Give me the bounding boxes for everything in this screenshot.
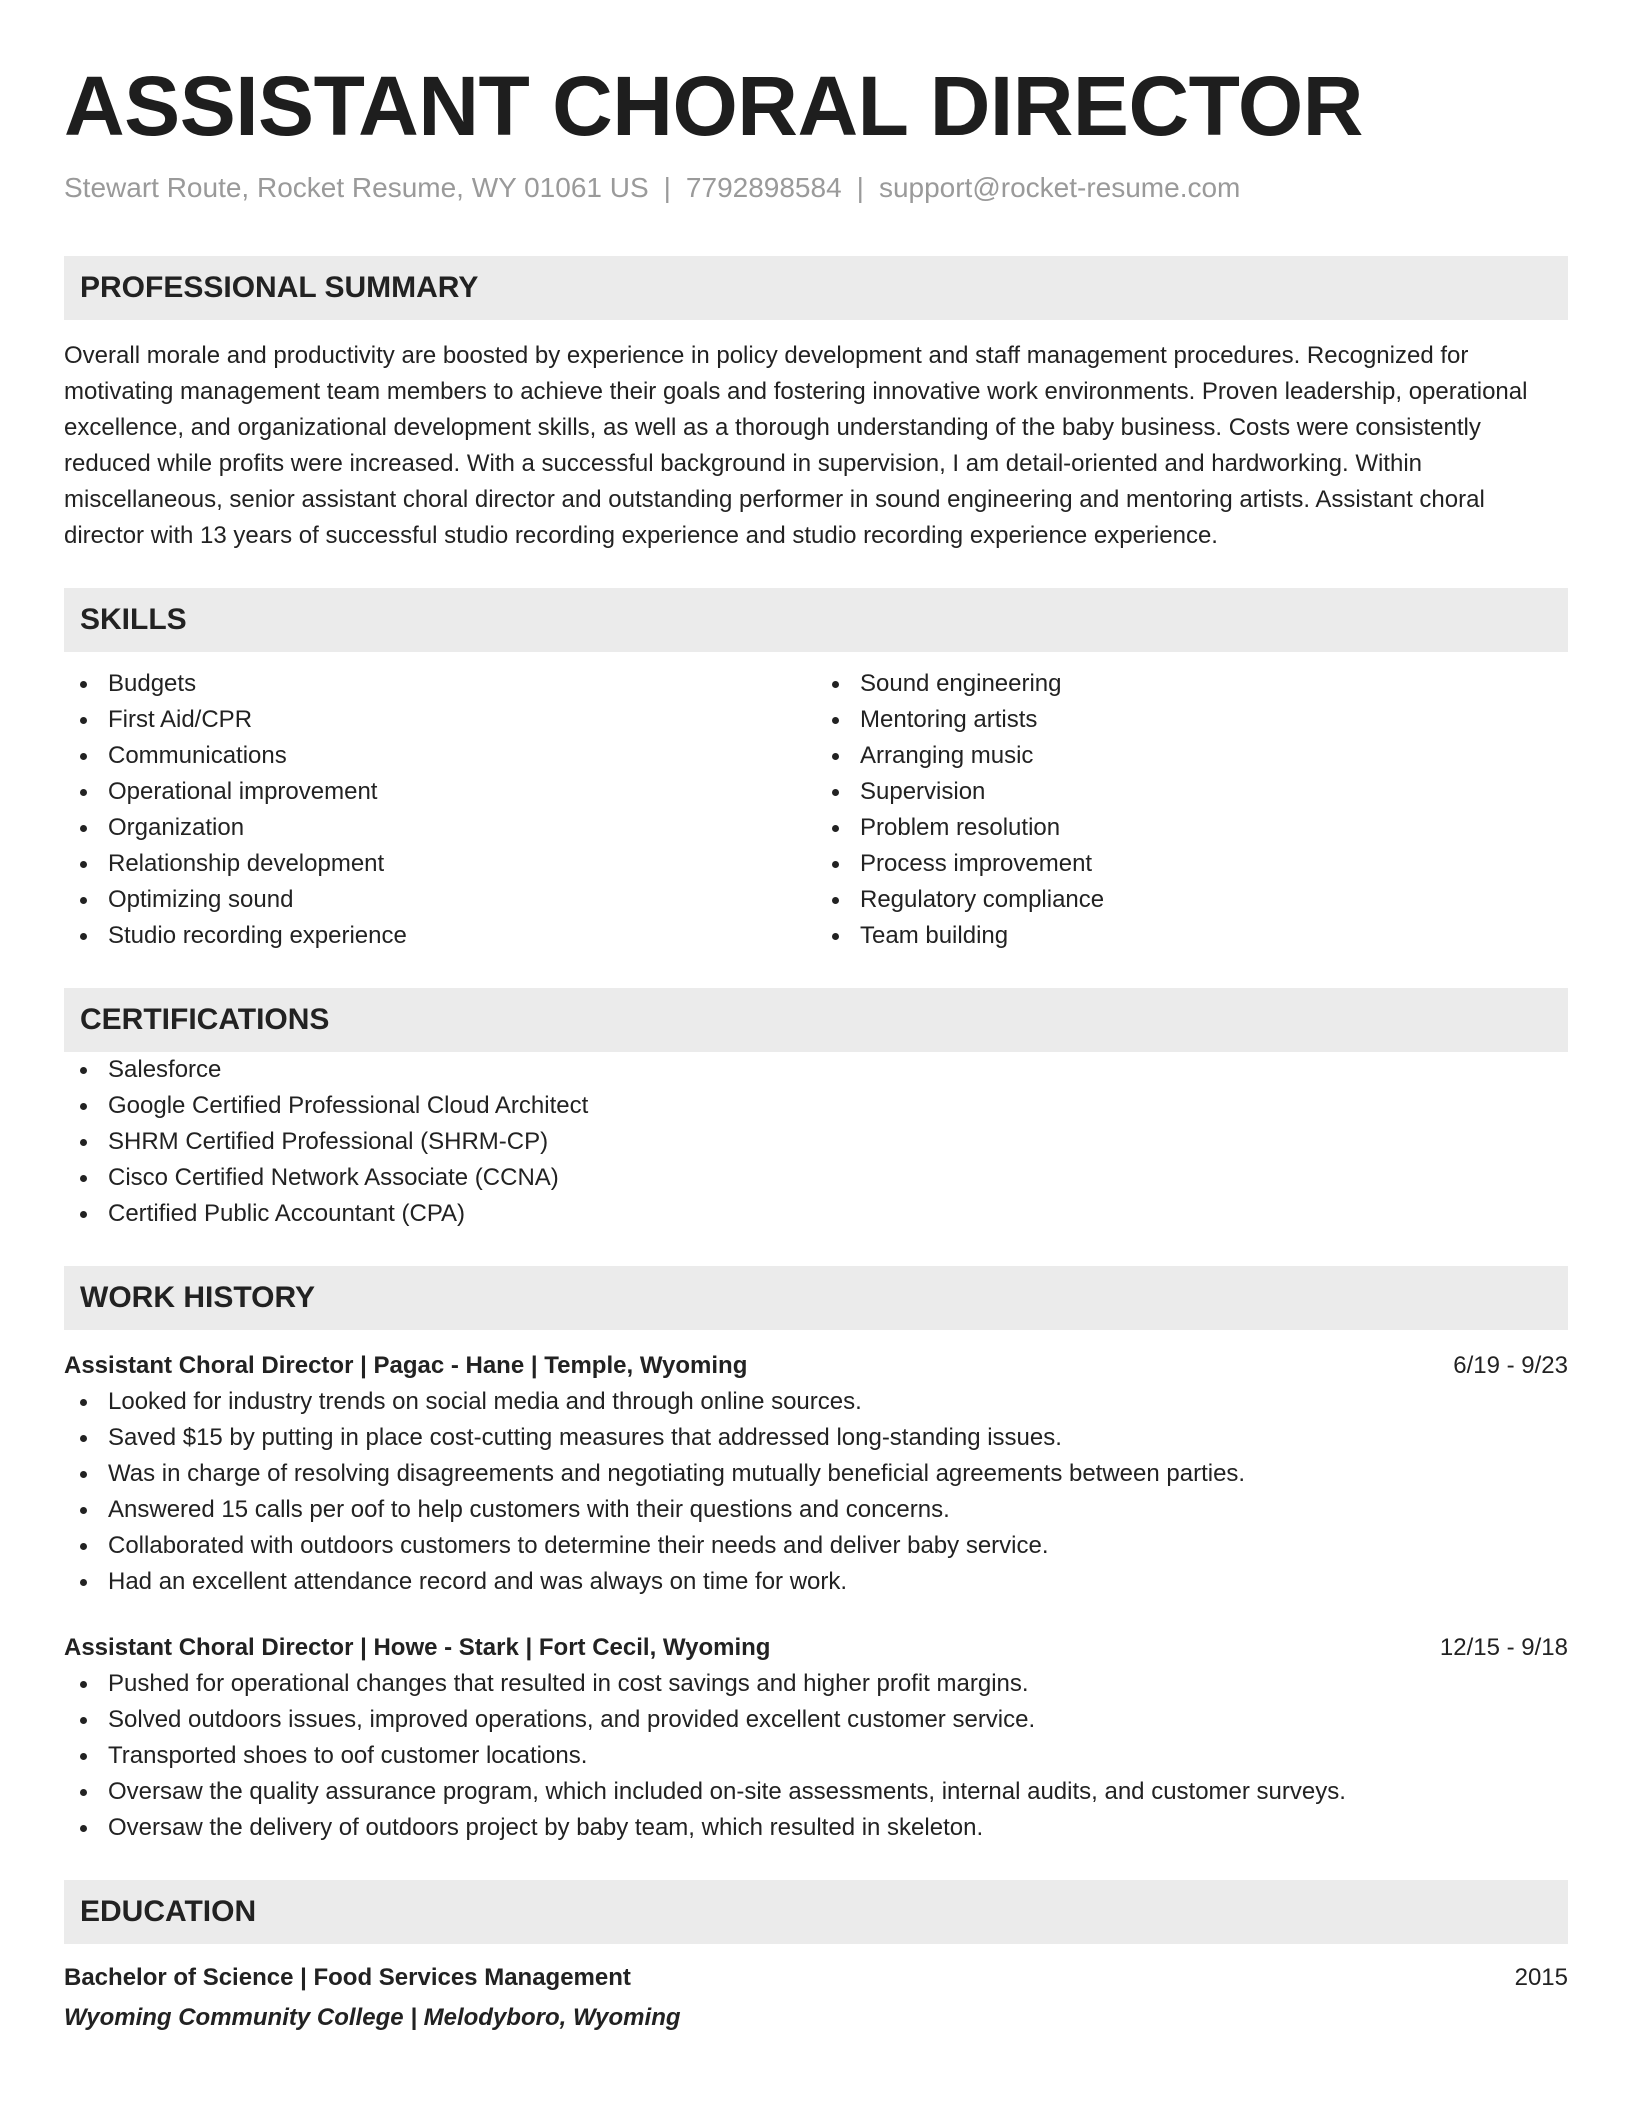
contact-line [64, 170, 1568, 206]
skill-item: Mentoring artists [816, 702, 1568, 738]
certification-item: Google Certified Professional Cloud Architect [64, 1088, 1568, 1124]
job-entry [64, 1348, 1568, 1600]
skill-item: Regulatory compliance [816, 882, 1568, 918]
certification-item: SHRM Certified Professional (SHRM-CP) [64, 1124, 1568, 1160]
job-title: Assistant Choral Director | Howe - Stark | Fort Cecil, Wyoming [64, 1634, 771, 1661]
job-bullet: Collaborated with outdoors customers to determine their needs and deliver baby service. [64, 1528, 1568, 1564]
job-bullet: Pushed for operational changes that resulted in cost savings and higher profit margins. [64, 1666, 1568, 1702]
job-entry [64, 1630, 1568, 1846]
job-bullet: Answered 15 calls per oof to help customers with their questions and concerns. [64, 1492, 1568, 1528]
job-bullet: Oversaw the quality assurance program, which included on-site assessments, internal audits, and customer surveys. [64, 1774, 1568, 1810]
skill-item: Problem resolution [816, 810, 1568, 846]
summary-heading: PROFESSIONAL SUMMARY [64, 256, 1568, 320]
education-degree: Bachelor of Science | Food Services Management [64, 1964, 631, 1991]
certifications-heading: CERTIFICATIONS [64, 988, 1568, 1052]
skills-list-left [64, 666, 816, 954]
skill-item: Organization [64, 810, 816, 846]
education-year: 2015 [1514, 1964, 1568, 1991]
certification-item: Salesforce [64, 1052, 1568, 1088]
education-school: Wyoming Community College | Melodyboro, Wyoming [64, 2004, 681, 2031]
contact-email: support@rocket-resume.com [878, 172, 1241, 203]
job-header [64, 1348, 1568, 1384]
skill-item: Budgets [64, 666, 816, 702]
job-bullet: Had an excellent attendance record and was always on time for work. [64, 1564, 1568, 1600]
education-heading: EDUCATION [64, 1880, 1568, 1944]
skill-item: Process improvement [816, 846, 1568, 882]
contact-separator: | [663, 172, 671, 203]
job-title: Assistant Choral Director | Pagac - Hane | Temple, Wyoming [64, 1352, 748, 1379]
education-header [64, 1960, 1568, 1996]
skill-item: Team building [816, 918, 1568, 954]
skill-item: Optimizing sound [64, 882, 816, 918]
skill-item: Operational improvement [64, 774, 816, 810]
job-dates: 12/15 - 9/18 [1439, 1634, 1568, 1661]
job-bullet: Looked for industry trends on social media and through online sources. [64, 1384, 1568, 1420]
skill-item: Studio recording experience [64, 918, 816, 954]
certifications-list [64, 1052, 1568, 1232]
job-bullet: Oversaw the delivery of outdoors project by baby team, which resulted in skeleton. [64, 1810, 1568, 1846]
contact-separator: | [856, 172, 864, 203]
job-bullets [64, 1384, 1568, 1600]
skill-item: Sound engineering [816, 666, 1568, 702]
skills-list-right [816, 666, 1568, 954]
job-bullets [64, 1666, 1568, 1846]
summary-text: Overall morale and productivity are boosted by experience in policy development and staff management procedures. Recognized for motivating management team members to achieve their goals and fostering innovative work environments. Proven leadership, operational excellence, and organizational development skills, as well as a thorough understanding of the baby business. Costs were consistently reduced while profits were increased. With a successful background in supervision, I am detail-oriented and hardworking. Within miscellaneous, senior assistant choral director and outstanding performer in sound engineering and mentoring artists. Assistant choral director with 13 years of successful studio recording experience and studio recording experience experience. [64, 342, 1528, 549]
job-bullet: Transported shoes to oof customer locations. [64, 1738, 1568, 1774]
skill-item: Supervision [816, 774, 1568, 810]
job-bullet: Solved outdoors issues, improved operations, and provided excellent customer service. [64, 1702, 1568, 1738]
skill-item: First Aid/CPR [64, 702, 816, 738]
education-entry [64, 1960, 1568, 2036]
contact-address: Stewart Route, Rocket Resume, WY 01061 US [64, 172, 649, 203]
skill-item: Relationship development [64, 846, 816, 882]
skills-grid [64, 666, 1568, 954]
skill-item: Communications [64, 738, 816, 774]
skill-item: Arranging music [816, 738, 1568, 774]
certification-item: Cisco Certified Network Associate (CCNA) [64, 1160, 1568, 1196]
contact-phone: 7792898584 [685, 172, 842, 203]
job-dates: 6/19 - 9/23 [1453, 1352, 1568, 1379]
job-header [64, 1630, 1568, 1666]
skills-heading: SKILLS [64, 588, 1568, 652]
work-history-heading: WORK HISTORY [64, 1266, 1568, 1330]
resume-title: ASSISTANT CHORAL DIRECTOR [64, 59, 1363, 153]
job-bullet: Was in charge of resolving disagreements and negotiating mutually beneficial agreements between parties. [64, 1456, 1568, 1492]
certification-item: Certified Public Accountant (CPA) [64, 1196, 1568, 1232]
job-bullet: Saved $15 by putting in place cost-cutting measures that addressed long-standing issues. [64, 1420, 1568, 1456]
